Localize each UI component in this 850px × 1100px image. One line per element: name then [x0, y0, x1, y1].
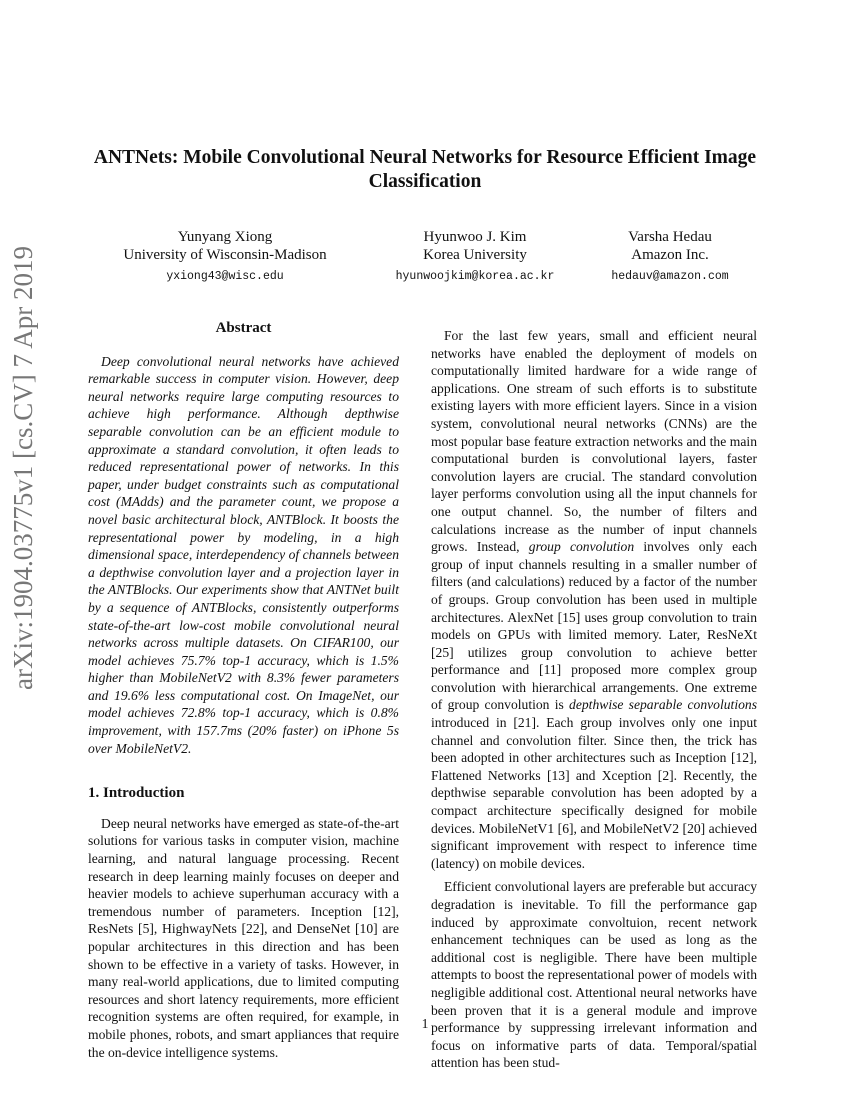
- text-span: For the last few years, small and efficient neural networks have enabled the deployment of models on computationally limited hardware for a wide range of applications. One stream of such efforts is to substitute existing layers with more efficient layers. Since in a vision system, convolutional neural networks (CNNs) are the most popular base feature extraction networks and the main computational burden is convolutional layers, faster convolution layers are crucial. The standard convolution layer performs convolution using all the input channels for one output channel. So, the number of filters and calculations increase as the number of input channels grows. Instead,: [431, 328, 757, 555]
- author-1: [110, 228, 340, 286]
- body-paragraph: [431, 327, 757, 872]
- abstract-text: Deep convolutional neural networks have achieved remarkable success in computer vision. However, deep neural networks require large computing resources to achieve high performance. Although depthwise separable convolution can be an efficient module to approximate a standard convolution, it often leads to reduced representational power of networks. In this paper, under budget constraints such as computational cost (MAdds) and the parameter count, we propose a novel basic architectural block, ANTBlock. It boosts the representational power by modeling, in a high dimensional space, interdependency of channels between a depthwise convolution layer and a projection layer in the ANTBlocks. Our experiments show that ANTNet built by a sequence of ANTBlocks, consistently outperforms state-of-the-art low-cost mobile convolutional neural networks across multiple datasets. On CIFAR100, our model achieves 75.7% top-1 accuracy, which is 1.5% higher than MobileNetV2 with 8.3% fewer parameters and 19.6% less computational cost. On ImageNet, our model achieves 72.8% top-1 accuracy, which is 0.8% improvement, with 157.7ms (20% faster) on iPhone 5s over MobileNetV2.: [88, 353, 399, 756]
- author-2: [365, 228, 585, 286]
- right-column: [431, 327, 757, 1078]
- introduction-heading: 1. Introduction: [88, 785, 185, 802]
- author-name: Varsha Hedau: [628, 229, 712, 245]
- arxiv-identifier: arXiv:1904.03775v1 [cs.CV] 7 Apr 2019: [8, 246, 38, 690]
- author-email: hedauv@amazon.com: [611, 270, 729, 283]
- author-affiliation: Amazon Inc.: [631, 247, 709, 263]
- author-name: Hyunwoo J. Kim: [423, 229, 527, 245]
- author-email: hyunwoojkim@korea.ac.kr: [395, 270, 555, 283]
- introduction-paragraph: Deep neural networks have emerged as state-of-the-art solutions for various tasks in computer vision, machine learning, and natural language processing. Recent research in deep learning mainly focuses on deeper and heavier models to achieve superhuman accuracy with a tremendous number of parameters. Inception [12], ResNets [5], HighwayNets [22], and DenseNet [10] are popular architectures in this direction and has been shown to be effective in a variety of tasks. However, in many real-world applications, due to limited computing resources and short latency requirements, more efficient recognition systems are often required, for example, in mobile phones, robots, and smart appliances that require the on-device intelligence systems.: [88, 815, 399, 1060]
- body-paragraph: Efficient convolutional layers are preferable but accuracy degradation is inevitable. To fill the performance gap induced by approximate convoltuion, recent network enhancement techniques can be used as long as the additional cost is negligible. There have been multiple attempts to boost the representational power of models with negligible additional cost. Attentional neural networks have been proven that it is a general module and improve performance by suppressing irrelevant information and focus on informative parts of data. Temporal/spatial attention has been stud-: [431, 879, 757, 1071]
- text-span: involves only each group of input channels resulting in a smaller number of filters (and calculations) reduced by a factor of the number of groups. Group convolution has been used in multiple architectures. AlexNet [15] uses group convolution to train models on GPUs with limited memory. Later, ResNeXt [25] utilizes group convolution to achieve better performance and [11] proposed more complex group convolution with hierarchical arrangements. One extreme of group convolution is: [431, 539, 757, 713]
- paper-title: ANTNets: Mobile Convolutional Neural Networks for Resource Efficient Image Classification: [93, 147, 757, 192]
- author-3: [580, 228, 760, 286]
- left-column: [88, 320, 399, 1067]
- emphasis: depthwise separable convolutions: [569, 697, 757, 713]
- author-email: yxiong43@wisc.edu: [166, 270, 284, 283]
- abstract-heading: Abstract: [215, 320, 272, 336]
- author-affiliation: Korea University: [423, 247, 527, 263]
- author-name: Yunyang Xiong: [177, 229, 273, 245]
- page-number: 1: [421, 1016, 429, 1031]
- text-span: introduced in [21]. Each group involves only one input channel and convolution filter. Since then, the trick has been adopted in other architectures such as Inception [12], Flattened Networks [13] and Xception [2]. Recently, the depthwise separable convolution has been adopted by a compact architecture specifically designed for mobile devices. MobileNetV1 [6], and MobileNetV2 [20] achieved significant improvement with respect to inference time (latency) on mobile devices.: [431, 715, 757, 871]
- author-affiliation: University of Wisconsin-Madison: [123, 247, 327, 263]
- emphasis: group convolution: [528, 539, 635, 555]
